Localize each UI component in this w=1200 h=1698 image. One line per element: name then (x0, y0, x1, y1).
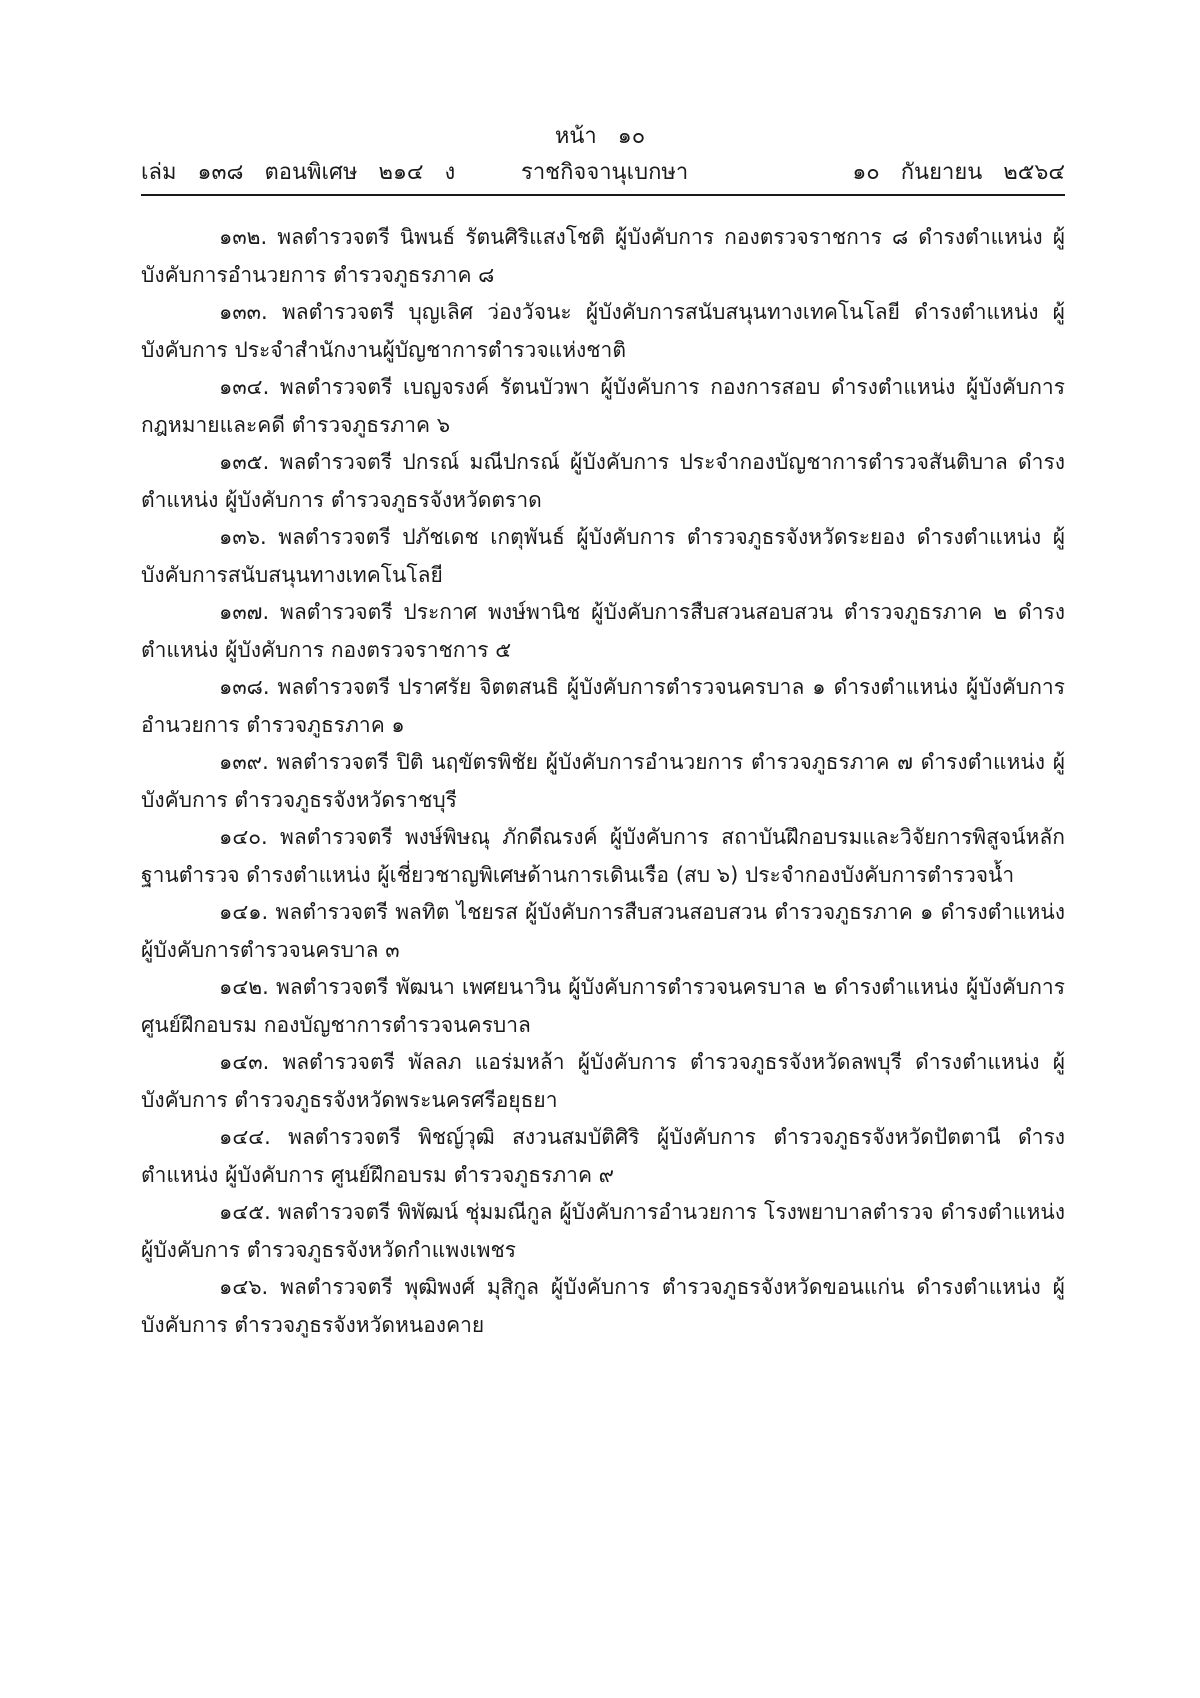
volume-info: เล่ม ๑๓๘ ตอนพิเศษ ๒๑๔ ง (141, 160, 456, 185)
list-item: ๑๓๔. พลตำรวจตรี เบญจรงค์ รัตนบัวพา ผู้บังคับการ กองการสอบ ดำรงตำแหน่ง ผู้บังคับการกฎหมายและคดี ตำรวจภูธรภาค ๖ (141, 375, 1065, 437)
list-item: ๑๓๕. พลตำรวจตรี ปกรณ์ มณีปกรณ์ ผู้บังคับการ ประจำกองบัญชาการตำรวจสันติบาล ดำรงตำแหน่ง ผู้บังคับการ ตำรวจภูธรจังหวัดตราด (141, 450, 1065, 512)
list-item: ๑๔๓. พลตำรวจตรี พัลลภ แอร่มหล้า ผู้บังคับการ ตำรวจภูธรจังหวัดลพบุรี ดำรงตำแหน่ง ผู้บังคับการ ตำรวจภูธรจังหวัดพระนครศรีอยุธยา (141, 1050, 1065, 1112)
list-item: ๑๓๒. พลตำรวจตรี นิพนธ์ รัตนศิริแสงโชติ ผู้บังคับการ กองตรวจราชการ ๘ ดำรงตำแหน่ง ผู้บังคับการอำนวยการ ตำรวจภูธรภาค ๘ (141, 225, 1065, 287)
page-number: หน้า ๑๐ (554, 124, 646, 149)
list-item: ๑๔๕. พลตำรวจตรี พิพัฒน์ ชุ่มมณีกูล ผู้บังคับการอำนวยการ โรงพยาบาลตำรวจ ดำรงตำแหน่ง ผู้บังคับการ ตำรวจภูธรจังหวัดกำแพงเพชร (141, 1200, 1065, 1262)
list-item: ๑๓๓. พลตำรวจตรี บุญเลิศ ว่องวัจนะ ผู้บังคับการสนับสนุนทางเทคโนโลยี ดำรงตำแหน่ง ผู้บังคับการ ประจำสำนักงานผู้บัญชาการตำรวจแห่งชาติ (141, 300, 1065, 362)
header-divider (141, 194, 1065, 196)
list-item: ๑๔๑. พลตำรวจตรี พลทิต ไชยรส ผู้บังคับการสืบสวนสอบสวน ตำรวจภูธรภาค ๑ ดำรงตำแหน่ง ผู้บังคับการตำรวจนครบาล ๓ (141, 900, 1065, 962)
publication-date: ๑๐ กันยายน ๒๕๖๔ (852, 160, 1065, 185)
appointment-list (141, 219, 1065, 1344)
list-item: ๑๔๔. พลตำรวจตรี พิชญ์วุฒิ สงวนสมบัติศิริ ผู้บังคับการ ตำรวจภูธรจังหวัดปัตตานี ดำรงตำแหน่ง ผู้บังคับการ ศูนย์ฝึกอบรม ตำรวจภูธรภาค ๙ (141, 1125, 1065, 1187)
list-item: ๑๓๙. พลตำรวจตรี ปิติ นฤขัตรพิชัย ผู้บังคับการอำนวยการ ตำรวจภูธรภาค ๗ ดำรงตำแหน่ง ผู้บังคับการ ตำรวจภูธรจังหวัดราชบุรี (141, 750, 1065, 812)
list-item: ๑๓๗. พลตำรวจตรี ประกาศ พงษ์พานิช ผู้บังคับการสืบสวนสอบสวน ตำรวจภูธรภาค ๒ ดำรงตำแหน่ง ผู้บังคับการ กองตรวจราชการ ๕ (141, 600, 1065, 662)
publication-title: ราชกิจจานุเบกษา (521, 160, 689, 185)
list-item: ๑๔๐. พลตำรวจตรี พงษ์พิษณุ ภักดีณรงค์ ผู้บังคับการ สถาบันฝึกอบรมและวิจัยการพิสูจน์หลักฐานตำรวจ ดำรงตำแหน่ง ผู้เชี่ยวชาญพิเศษด้านการเดินเรือ (สบ ๖) ประจำกองบังคับการตำรวจน้ำ (141, 825, 1065, 887)
list-item: ๑๔๖. พลตำรวจตรี พุฒิพงศ์ มุสิกูล ผู้บังคับการ ตำรวจภูธรจังหวัดขอนแก่น ดำรงตำแหน่ง ผู้บังคับการ ตำรวจภูธรจังหวัดหนองคาย (141, 1275, 1065, 1337)
list-item: ๑๔๒. พลตำรวจตรี พัฒนา เพศยนาวิน ผู้บังคับการตำรวจนครบาล ๒ ดำรงตำแหน่ง ผู้บังคับการ ศูนย์ฝึกอบรม กองบัญชาการตำรวจนครบาล (141, 975, 1065, 1037)
gazette-header (141, 156, 1065, 190)
list-item: ๑๓๖. พลตำรวจตรี ปภัชเดช เกตุพันธ์ ผู้บังคับการ ตำรวจภูธรจังหวัดระยอง ดำรงตำแหน่ง ผู้บังคับการสนับสนุนทางเทคโนโลยี (141, 525, 1065, 587)
list-item: ๑๓๘. พลตำรวจตรี ปราศรัย จิตตสนธิ ผู้บังคับการตำรวจนครบาล ๑ ดำรงตำแหน่ง ผู้บังคับการอำนวยการ ตำรวจภูธรภาค ๑ (141, 675, 1065, 737)
